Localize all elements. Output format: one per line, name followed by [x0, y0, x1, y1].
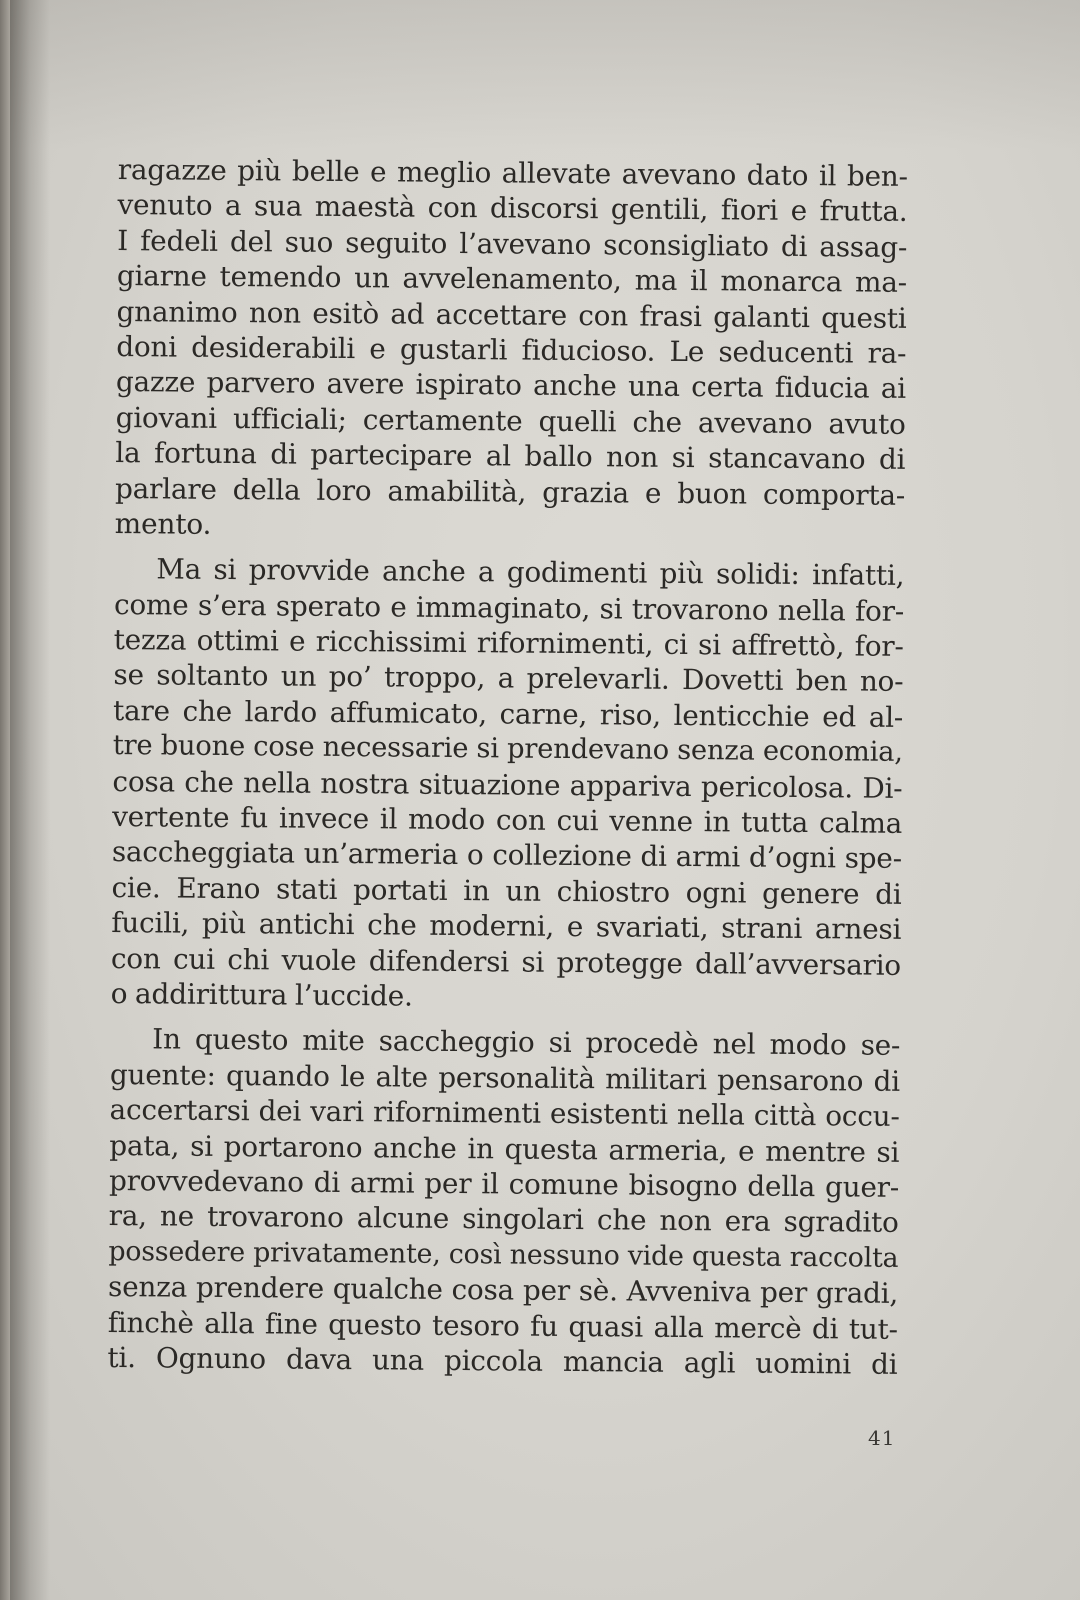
text-line: parlare della loro amabilità, grazia e buon comporta-: [114, 471, 906, 512]
page-shadow: [10, 0, 1080, 150]
text-line: possedere privatamente, così nessuno vide questa raccolta: [108, 1235, 899, 1274]
text-line: accertarsi dei vari rifornimenti esistenti nella città occu-: [109, 1093, 900, 1134]
paragraph-1: [115, 152, 908, 548]
text-line: tre buone cose necessarie si prendevano senza economia,: [112, 730, 903, 769]
text-line: con cui chi vuole difendersi si protegge dall’avversario: [110, 941, 902, 982]
text-line: ragazze più belle e meglio allevate avevano dato il ben-: [117, 152, 908, 193]
text-line: senza prendere qualche cosa per sè. Avveniva per gradi,: [107, 1270, 899, 1310]
paragraph-2: [111, 551, 905, 1018]
text-line: cosa che nella nostra situazione appariva pericolosa. Di-: [112, 764, 903, 805]
text-line: gazze parvero avere ispirato anche una certa fiducia ai: [115, 365, 907, 406]
text-line: tezza ottimi e ricchissimi rifornimenti, ci si affrettò, for-: [113, 623, 904, 663]
text-line: provvedevano di armi per il comune bisogno della guer-: [108, 1163, 900, 1204]
text-line: se soltanto un po’ troppo, a prelevarli. Dovetti ben no-: [113, 658, 904, 699]
text-line: tare che lardo affumicato, carne, riso, lenticchie ed al-: [112, 693, 904, 734]
text-line: o addirittura l’uccide.: [110, 976, 413, 1013]
text-line: cie. Erano stati portati in un chiostro ogni genere di: [111, 870, 902, 911]
text-line: ti. Ognuno dava una piccola mancia agli uomini di: [107, 1340, 898, 1381]
text-line: come s’era sperato e immaginato, si trovarono nella for-: [113, 587, 905, 628]
book-page: [10, 0, 1080, 1600]
text-line: la fortuna di partecipare al ballo non si stancavano di: [115, 436, 906, 477]
text-line: venuto a sua maestà con discorsi gentili, fiori e frutta.: [117, 188, 908, 229]
text-line: mento.: [114, 506, 212, 541]
page-number: 41: [868, 1426, 896, 1450]
text-line: gnanimo non esitò ad accettare con frasi galanti questi: [116, 294, 907, 335]
text-line: saccheggiata un’armeria o collezione di armi d’ogni spe-: [111, 835, 903, 876]
text-line: pata, si portarono anche in questa armeria, e mentre si: [109, 1128, 900, 1169]
text-line: giovani ufficiali; certamente quelli che avevano avuto: [115, 400, 906, 441]
text-line: finchè alla fine questo tesoro fu quasi alla mercè di tut-: [107, 1305, 898, 1346]
text-line: doni desiderabili e gustarli fiducioso. Le seducenti ra-: [116, 329, 907, 370]
paragraph-3: [107, 1021, 900, 1382]
text-line: fucili, più antichi che moderni, e svariati, strani arnesi: [111, 906, 902, 947]
text-line: giarne temendo un avvelenamento, ma il monarca ma-: [116, 259, 908, 300]
text-line: Ma si provvide anche a godimenti più solidi: infatti,: [156, 552, 905, 593]
text-line: vertente fu invece il modo con cui venne in tutta calma: [112, 800, 903, 840]
body-text: [107, 152, 908, 1382]
text-line: In questo mite saccheggio si procedè nel modo se-: [152, 1022, 901, 1063]
book-gutter: [10, 0, 50, 1600]
text-line: ra, ne trovarono alcune singolari che non era sgradito: [108, 1199, 899, 1240]
text-line: I fedeli del suo seguito l’avevano sconsigliato di assag-: [117, 223, 908, 264]
text-line: guente: quando le alte personalità militari pensarono di: [109, 1057, 901, 1098]
